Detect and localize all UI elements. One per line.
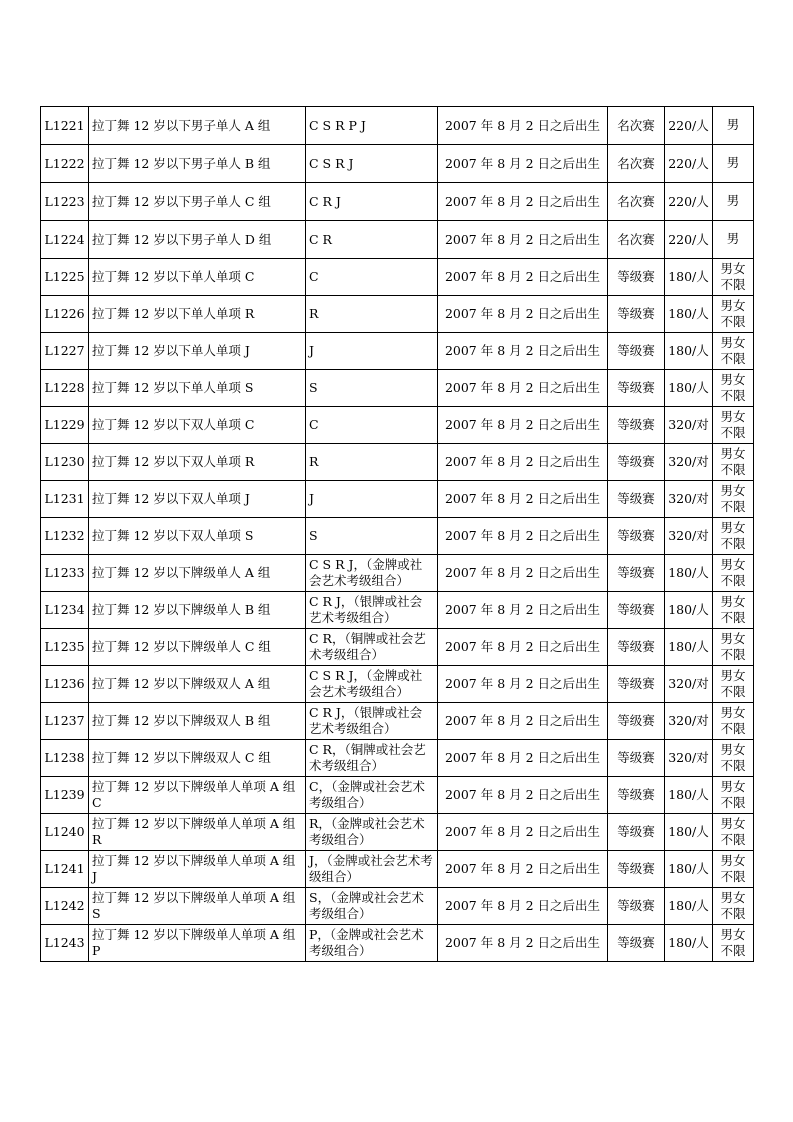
competition-type: 等级赛 — [608, 370, 665, 407]
table-row — [41, 888, 754, 925]
competition-type: 等级赛 — [608, 444, 665, 481]
entry-fee: 220/人 — [665, 107, 713, 145]
event-dances: C S R J，（金牌或社会艺术考级组合） — [306, 555, 438, 592]
table-row — [41, 145, 754, 183]
entry-fee: 320/对 — [665, 740, 713, 777]
competition-type: 等级赛 — [608, 777, 665, 814]
event-dances: S — [306, 518, 438, 555]
table-row — [41, 259, 754, 296]
competition-type: 等级赛 — [608, 740, 665, 777]
table-row — [41, 925, 754, 962]
birth-requirement: 2007 年 8 月 2 日之后出生 — [438, 444, 608, 481]
event-code: L1242 — [41, 888, 89, 925]
event-code: L1232 — [41, 518, 89, 555]
event-code: L1231 — [41, 481, 89, 518]
competition-type: 等级赛 — [608, 925, 665, 962]
event-dances: J — [306, 481, 438, 518]
entry-fee: 180/人 — [665, 555, 713, 592]
event-dances: S，（金牌或社会艺术考级组合） — [306, 888, 438, 925]
table-row — [41, 666, 754, 703]
birth-requirement: 2007 年 8 月 2 日之后出生 — [438, 592, 608, 629]
gender-requirement: 男女不限 — [713, 518, 754, 555]
table-row — [41, 407, 754, 444]
table-row — [41, 814, 754, 851]
event-code: L1229 — [41, 407, 89, 444]
competition-type: 等级赛 — [608, 333, 665, 370]
competition-type: 等级赛 — [608, 555, 665, 592]
birth-requirement: 2007 年 8 月 2 日之后出生 — [438, 481, 608, 518]
competition-type: 等级赛 — [608, 629, 665, 666]
event-dances: C — [306, 407, 438, 444]
event-dances: C R — [306, 221, 438, 259]
event-name: 拉丁舞 12 岁以下双人单项 S — [89, 518, 306, 555]
gender-requirement: 男女不限 — [713, 777, 754, 814]
table-row — [41, 740, 754, 777]
birth-requirement: 2007 年 8 月 2 日之后出生 — [438, 333, 608, 370]
birth-requirement: 2007 年 8 月 2 日之后出生 — [438, 740, 608, 777]
event-code: L1233 — [41, 555, 89, 592]
entry-fee: 180/人 — [665, 777, 713, 814]
event-name: 拉丁舞 12 岁以下单人单项 C — [89, 259, 306, 296]
event-name: 拉丁舞 12 岁以下单人单项 R — [89, 296, 306, 333]
event-code: L1227 — [41, 333, 89, 370]
event-dances: C R J，（银牌或社会艺术考级组合） — [306, 592, 438, 629]
event-name: 拉丁舞 12 岁以下男子单人 C 组 — [89, 183, 306, 221]
gender-requirement: 男女不限 — [713, 740, 754, 777]
event-code: L1221 — [41, 107, 89, 145]
table-row — [41, 851, 754, 888]
entry-fee: 180/人 — [665, 333, 713, 370]
gender-requirement: 男女不限 — [713, 925, 754, 962]
entry-fee: 180/人 — [665, 814, 713, 851]
event-name: 拉丁舞 12 岁以下牌级单人 A 组 — [89, 555, 306, 592]
gender-requirement: 男女不限 — [713, 259, 754, 296]
event-dances: C S R P J — [306, 107, 438, 145]
gender-requirement: 男女不限 — [713, 555, 754, 592]
event-name: 拉丁舞 12 岁以下双人单项 C — [89, 407, 306, 444]
competition-type: 名次赛 — [608, 145, 665, 183]
event-dances: C S R J — [306, 145, 438, 183]
gender-requirement: 男女不限 — [713, 296, 754, 333]
entry-fee: 220/人 — [665, 221, 713, 259]
gender-requirement: 男女不限 — [713, 851, 754, 888]
gender-requirement: 男女不限 — [713, 814, 754, 851]
birth-requirement: 2007 年 8 月 2 日之后出生 — [438, 629, 608, 666]
birth-requirement: 2007 年 8 月 2 日之后出生 — [438, 703, 608, 740]
event-code: L1222 — [41, 145, 89, 183]
gender-requirement: 男女不限 — [713, 592, 754, 629]
table-row — [41, 777, 754, 814]
event-dances: C，（金牌或社会艺术考级组合） — [306, 777, 438, 814]
entry-fee: 180/人 — [665, 629, 713, 666]
event-name: 拉丁舞 12 岁以下单人单项 S — [89, 370, 306, 407]
competition-type: 等级赛 — [608, 259, 665, 296]
table-row — [41, 444, 754, 481]
competition-type: 等级赛 — [608, 592, 665, 629]
entry-fee: 180/人 — [665, 888, 713, 925]
table-row — [41, 107, 754, 145]
event-code: L1228 — [41, 370, 89, 407]
entry-fee: 320/对 — [665, 444, 713, 481]
competition-type: 等级赛 — [608, 481, 665, 518]
event-code: L1226 — [41, 296, 89, 333]
competition-type: 等级赛 — [608, 666, 665, 703]
birth-requirement: 2007 年 8 月 2 日之后出生 — [438, 407, 608, 444]
event-name: 拉丁舞 12 岁以下男子单人 B 组 — [89, 145, 306, 183]
table-row — [41, 703, 754, 740]
table-row — [41, 183, 754, 221]
event-dances: J，（金牌或社会艺术考级组合） — [306, 851, 438, 888]
event-code: L1234 — [41, 592, 89, 629]
table-row — [41, 481, 754, 518]
table-row — [41, 518, 754, 555]
gender-requirement: 男女不限 — [713, 703, 754, 740]
event-code: L1230 — [41, 444, 89, 481]
birth-requirement: 2007 年 8 月 2 日之后出生 — [438, 925, 608, 962]
event-table — [40, 106, 754, 962]
birth-requirement: 2007 年 8 月 2 日之后出生 — [438, 183, 608, 221]
gender-requirement: 男 — [713, 145, 754, 183]
table-row — [41, 555, 754, 592]
birth-requirement: 2007 年 8 月 2 日之后出生 — [438, 296, 608, 333]
competition-type: 等级赛 — [608, 703, 665, 740]
table-row — [41, 629, 754, 666]
event-dances: R — [306, 444, 438, 481]
gender-requirement: 男 — [713, 183, 754, 221]
event-name: 拉丁舞 12 岁以下牌级单人单项 A 组 P — [89, 925, 306, 962]
event-dances: P，（金牌或社会艺术考级组合） — [306, 925, 438, 962]
event-dances: C R J — [306, 183, 438, 221]
event-name: 拉丁舞 12 岁以下男子单人 D 组 — [89, 221, 306, 259]
entry-fee: 180/人 — [665, 925, 713, 962]
event-name: 拉丁舞 12 岁以下男子单人 A 组 — [89, 107, 306, 145]
competition-type: 等级赛 — [608, 814, 665, 851]
birth-requirement: 2007 年 8 月 2 日之后出生 — [438, 666, 608, 703]
entry-fee: 320/对 — [665, 407, 713, 444]
birth-requirement: 2007 年 8 月 2 日之后出生 — [438, 555, 608, 592]
event-name: 拉丁舞 12 岁以下双人单项 J — [89, 481, 306, 518]
event-code: L1223 — [41, 183, 89, 221]
competition-type: 名次赛 — [608, 221, 665, 259]
gender-requirement: 男 — [713, 221, 754, 259]
event-name: 拉丁舞 12 岁以下牌级双人 C 组 — [89, 740, 306, 777]
birth-requirement: 2007 年 8 月 2 日之后出生 — [438, 370, 608, 407]
event-code: L1235 — [41, 629, 89, 666]
entry-fee: 180/人 — [665, 259, 713, 296]
gender-requirement: 男女不限 — [713, 407, 754, 444]
birth-requirement: 2007 年 8 月 2 日之后出生 — [438, 259, 608, 296]
event-name: 拉丁舞 12 岁以下牌级单人单项 A 组 J — [89, 851, 306, 888]
entry-fee: 180/人 — [665, 296, 713, 333]
birth-requirement: 2007 年 8 月 2 日之后出生 — [438, 107, 608, 145]
event-code: L1238 — [41, 740, 89, 777]
birth-requirement: 2007 年 8 月 2 日之后出生 — [438, 814, 608, 851]
event-name: 拉丁舞 12 岁以下单人单项 J — [89, 333, 306, 370]
event-dances: C — [306, 259, 438, 296]
entry-fee: 180/人 — [665, 370, 713, 407]
entry-fee: 220/人 — [665, 183, 713, 221]
event-code: L1224 — [41, 221, 89, 259]
gender-requirement: 男 — [713, 107, 754, 145]
table-row — [41, 296, 754, 333]
birth-requirement: 2007 年 8 月 2 日之后出生 — [438, 851, 608, 888]
birth-requirement: 2007 年 8 月 2 日之后出生 — [438, 221, 608, 259]
birth-requirement: 2007 年 8 月 2 日之后出生 — [438, 518, 608, 555]
table-row — [41, 221, 754, 259]
event-code: L1225 — [41, 259, 89, 296]
event-name: 拉丁舞 12 岁以下双人单项 R — [89, 444, 306, 481]
competition-type: 等级赛 — [608, 407, 665, 444]
event-dances: C S R J，（金牌或社会艺术考级组合） — [306, 666, 438, 703]
competition-type: 等级赛 — [608, 851, 665, 888]
competition-type: 等级赛 — [608, 888, 665, 925]
birth-requirement: 2007 年 8 月 2 日之后出生 — [438, 777, 608, 814]
event-name: 拉丁舞 12 岁以下牌级双人 B 组 — [89, 703, 306, 740]
table-row — [41, 592, 754, 629]
competition-type: 等级赛 — [608, 518, 665, 555]
event-dances: C R J，（银牌或社会艺术考级组合） — [306, 703, 438, 740]
gender-requirement: 男女不限 — [713, 629, 754, 666]
event-name: 拉丁舞 12 岁以下牌级单人 C 组 — [89, 629, 306, 666]
birth-requirement: 2007 年 8 月 2 日之后出生 — [438, 145, 608, 183]
entry-fee: 220/人 — [665, 145, 713, 183]
entry-fee: 320/对 — [665, 518, 713, 555]
event-code: L1239 — [41, 777, 89, 814]
birth-requirement: 2007 年 8 月 2 日之后出生 — [438, 888, 608, 925]
competition-type: 等级赛 — [608, 296, 665, 333]
gender-requirement: 男女不限 — [713, 481, 754, 518]
competition-type: 名次赛 — [608, 183, 665, 221]
event-name: 拉丁舞 12 岁以下牌级单人单项 A 组 R — [89, 814, 306, 851]
event-dances: J — [306, 333, 438, 370]
gender-requirement: 男女不限 — [713, 666, 754, 703]
event-name: 拉丁舞 12 岁以下牌级双人 A 组 — [89, 666, 306, 703]
entry-fee: 180/人 — [665, 592, 713, 629]
table-row — [41, 333, 754, 370]
event-code: L1241 — [41, 851, 89, 888]
table-row — [41, 370, 754, 407]
competition-type: 名次赛 — [608, 107, 665, 145]
event-dances: S — [306, 370, 438, 407]
gender-requirement: 男女不限 — [713, 370, 754, 407]
event-code: L1240 — [41, 814, 89, 851]
event-dances: R — [306, 296, 438, 333]
event-code: L1237 — [41, 703, 89, 740]
entry-fee: 320/对 — [665, 666, 713, 703]
event-name: 拉丁舞 12 岁以下牌级单人单项 A 组 S — [89, 888, 306, 925]
event-dances: R，（金牌或社会艺术考级组合） — [306, 814, 438, 851]
entry-fee: 320/对 — [665, 481, 713, 518]
event-dances: C R，（铜牌或社会艺术考级组合） — [306, 629, 438, 666]
event-name: 拉丁舞 12 岁以下牌级单人 B 组 — [89, 592, 306, 629]
event-name: 拉丁舞 12 岁以下牌级单人单项 A 组 C — [89, 777, 306, 814]
gender-requirement: 男女不限 — [713, 444, 754, 481]
event-dances: C R，（铜牌或社会艺术考级组合） — [306, 740, 438, 777]
event-code: L1236 — [41, 666, 89, 703]
gender-requirement: 男女不限 — [713, 888, 754, 925]
entry-fee: 180/人 — [665, 851, 713, 888]
gender-requirement: 男女不限 — [713, 333, 754, 370]
entry-fee: 320/对 — [665, 703, 713, 740]
event-code: L1243 — [41, 925, 89, 962]
